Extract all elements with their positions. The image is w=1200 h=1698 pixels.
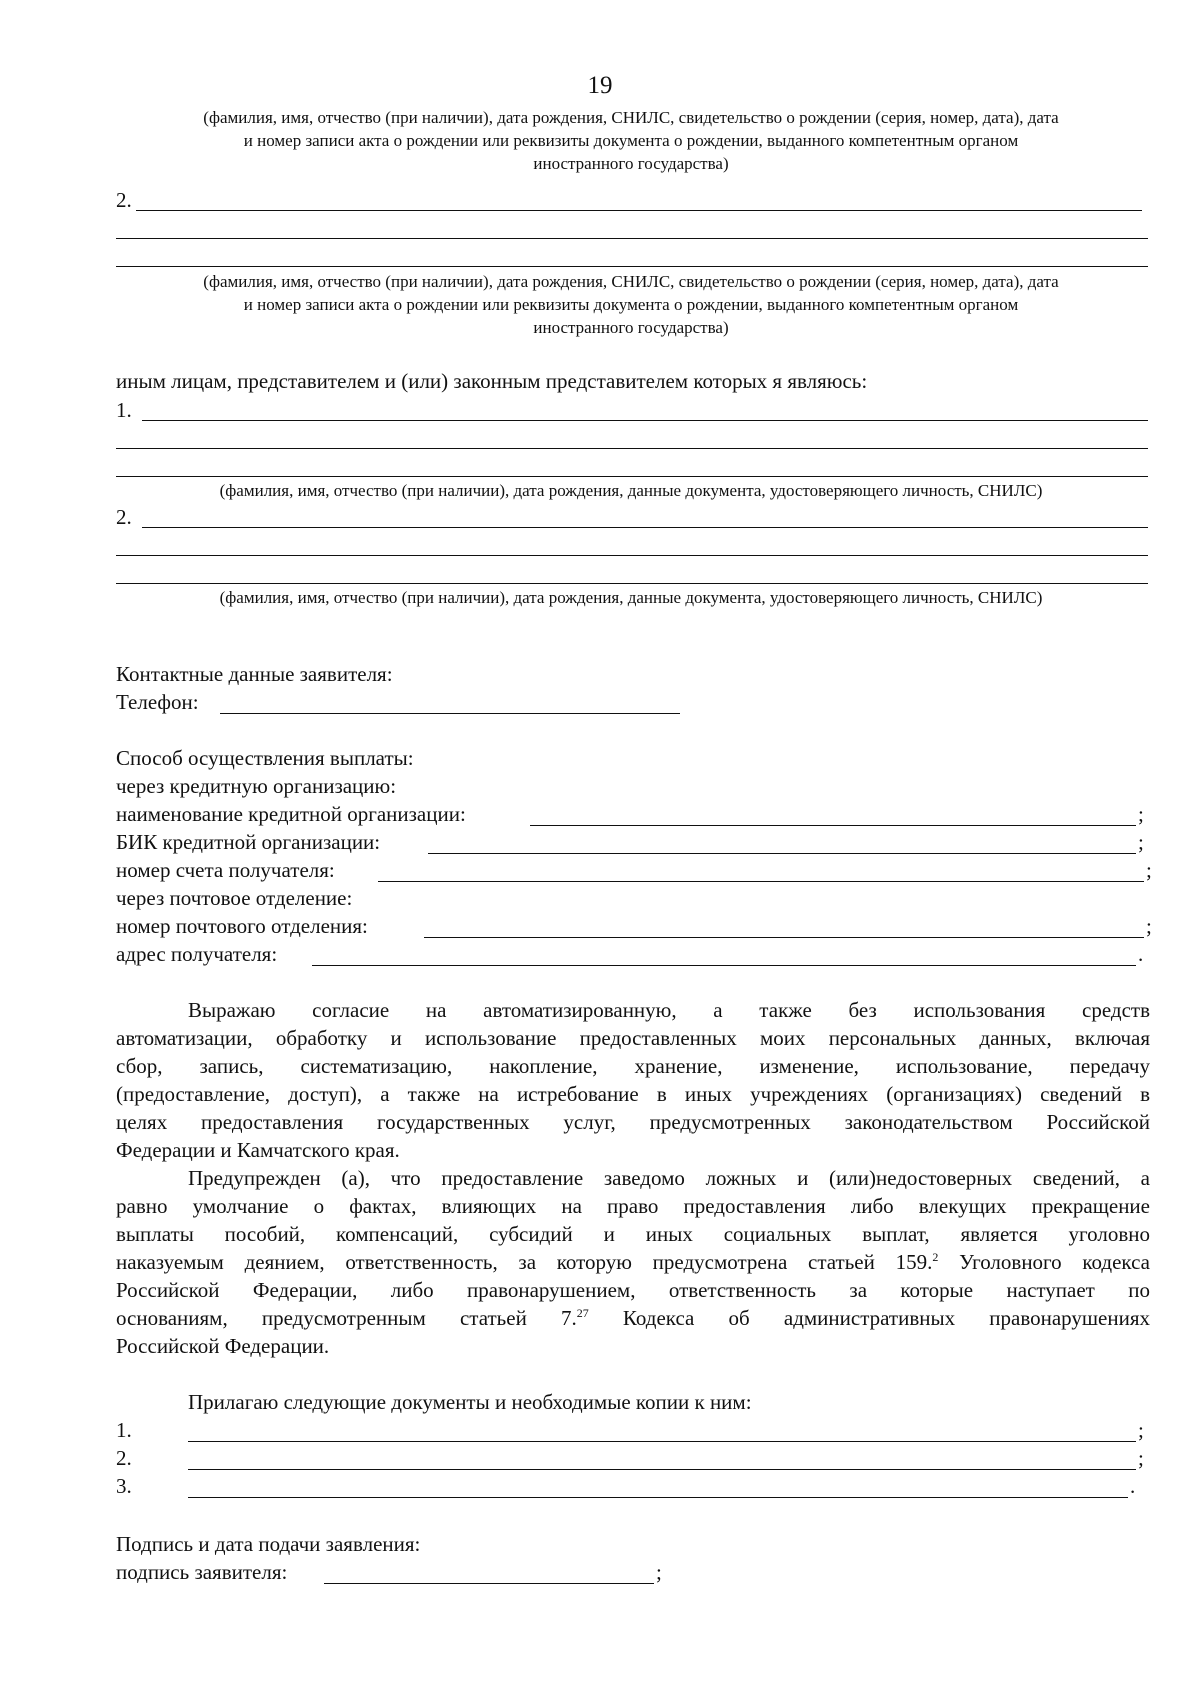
consent-line-4: (предоставление, доступ), а также на истребование в иных учреждениях (организациях) сведений в (116, 1082, 1150, 1106)
other-1-line-1[interactable] (142, 420, 1148, 421)
signature-label: подпись заявителя: (116, 1560, 288, 1584)
other-1-line-2[interactable] (116, 448, 1148, 449)
attachment-3-field[interactable] (188, 1497, 1128, 1498)
bank-name-field[interactable] (530, 825, 1136, 826)
attachment-2-label: 2. (116, 1446, 132, 1470)
attachment-1-field[interactable] (188, 1441, 1136, 1442)
child-item-2-label: 2. (116, 188, 132, 212)
warning-line-4 (116, 1248, 1150, 1276)
phone-field[interactable] (220, 713, 680, 714)
attachment-2-field[interactable] (188, 1469, 1136, 1470)
warning-line-4-text: наказуемым деянием, ответственность, за которую предусмотрена статьей 159. (116, 1250, 933, 1274)
caption-person-2: (фамилия, имя, отчество (при наличии), дата рождения, данные документа, удостоверяющего личность, СНИЛС) (219, 588, 1043, 607)
other-2-line-2[interactable] (116, 555, 1148, 556)
warning-line-7: Российской Федерации. (116, 1334, 330, 1358)
caption-birth-2-line-3: иностранного государства) (533, 318, 729, 337)
attachment-3-ending: . (1130, 1474, 1136, 1498)
other-2-line-1[interactable] (142, 527, 1148, 528)
bik-field[interactable] (428, 853, 1136, 854)
consent-line-1: Выражаю согласие на автоматизированную, а также без использования средств (188, 998, 1150, 1022)
other-persons-heading: иным лицам, представителем и (или) законным представителем которых я являюсь: (116, 369, 868, 393)
warning-line-6 (116, 1304, 1150, 1332)
bank-name-semicolon: ; (1138, 802, 1144, 826)
warning-line-4-tail: Уголовного кодекса (938, 1250, 1150, 1274)
signature-field[interactable] (324, 1583, 654, 1584)
caption-birth-1-line-2: и номер записи акта о рождении или реквизиты документа о рождении, выданного компетентным органом (243, 131, 1019, 150)
address-label: адрес получателя: (116, 942, 278, 966)
phone-label: Телефон: (116, 690, 199, 714)
contacts-heading: Контактные данные заявителя: (116, 662, 393, 686)
other-item-1-label: 1. (116, 398, 132, 422)
warning-line-6-tail: Кодекса об административных правонарушениях (588, 1306, 1150, 1330)
other-item-2-label: 2. (116, 505, 132, 529)
bik-label: БИК кредитной организации: (116, 830, 381, 854)
warning-paragraph (116, 1164, 1150, 1360)
other-1-line-3[interactable] (116, 476, 1148, 477)
caption-birth-1-line-1: (фамилия, имя, отчество (при наличии), дата рождения, СНИЛС, свидетельство о рождении (серия, номер, дата), дата (203, 108, 1059, 127)
signature-ending: ; (656, 1560, 662, 1584)
warning-line-6-text: основаниям, предусмотренным статьей 7. (116, 1306, 577, 1330)
post-office-field[interactable] (424, 937, 1144, 938)
attachment-3-label: 3. (116, 1474, 132, 1498)
warning-line-1: Предупрежден (а), что предоставление заведомо ложных и (или)недостоверных сведений, а (188, 1166, 1150, 1190)
warning-line-5: Российской Федерации, либо правонарушением, ответственность за которые наступает по (116, 1278, 1150, 1302)
attachment-1-ending: ; (1138, 1418, 1144, 1442)
consent-line-5: целях предоставления государственных услуг, предусмотренных законодательством Российской (116, 1110, 1150, 1134)
bank-name-label: наименование кредитной организации: (116, 802, 466, 826)
address-period: . (1138, 942, 1144, 966)
payment-heading: Способ осуществления выплаты: (116, 746, 414, 770)
address-field[interactable] (312, 965, 1136, 966)
page-number: 19 (587, 72, 613, 99)
consent-paragraph (116, 996, 1150, 1164)
warning-line-2: равно умолчание о фактах, влияющих на право предоставления либо влекущих прекращение (116, 1194, 1150, 1218)
caption-birth-1-line-3: иностранного государства) (533, 154, 729, 173)
article-159-superscript: 2 (932, 1250, 939, 1264)
attachment-1-label: 1. (116, 1418, 132, 1442)
consent-line-6: Федерации и Камчатского края. (116, 1138, 400, 1162)
consent-line-2: автоматизации, обработку и использование предоставленных моих персональных данных, включая (116, 1026, 1150, 1050)
post-office-label: номер почтового отделения: (116, 914, 368, 938)
consent-line-3: сбор, запись, систематизацию, накопление, хранение, изменение, использование, передачу (116, 1054, 1150, 1078)
attachment-2-ending: ; (1138, 1446, 1144, 1470)
bik-semicolon: ; (1138, 830, 1144, 854)
caption-person-1: (фамилия, имя, отчество (при наличии), дата рождения, данные документа, удостоверяющего личность, СНИЛС) (219, 481, 1043, 500)
child-2-line-1[interactable] (136, 210, 1142, 211)
child-2-line-3[interactable] (116, 266, 1148, 267)
article-7-superscript: 27 (576, 1306, 589, 1320)
account-label: номер счета получателя: (116, 858, 335, 882)
payment-via-post: через почтовое отделение: (116, 886, 353, 910)
caption-birth-2-line-2: и номер записи акта о рождении или реквизиты документа о рождении, выданного компетентным органом (243, 295, 1019, 314)
signature-heading: Подпись и дата подачи заявления: (116, 1532, 421, 1556)
other-2-line-3[interactable] (116, 583, 1148, 584)
child-2-line-2[interactable] (116, 238, 1148, 239)
warning-line-3: выплаты пособий, компенсаций, субсидий и иных социальных выплат, является уголовно (116, 1222, 1150, 1246)
post-office-semicolon: ; (1146, 914, 1152, 938)
payment-via-bank: через кредитную организацию: (116, 774, 397, 798)
caption-birth-2-line-1: (фамилия, имя, отчество (при наличии), дата рождения, СНИЛС, свидетельство о рождении (серия, номер, дата), дата (203, 272, 1059, 291)
attachments-heading: Прилагаю следующие документы и необходимые копии к ним: (188, 1390, 752, 1414)
account-field[interactable] (378, 881, 1144, 882)
account-semicolon: ; (1146, 858, 1152, 882)
